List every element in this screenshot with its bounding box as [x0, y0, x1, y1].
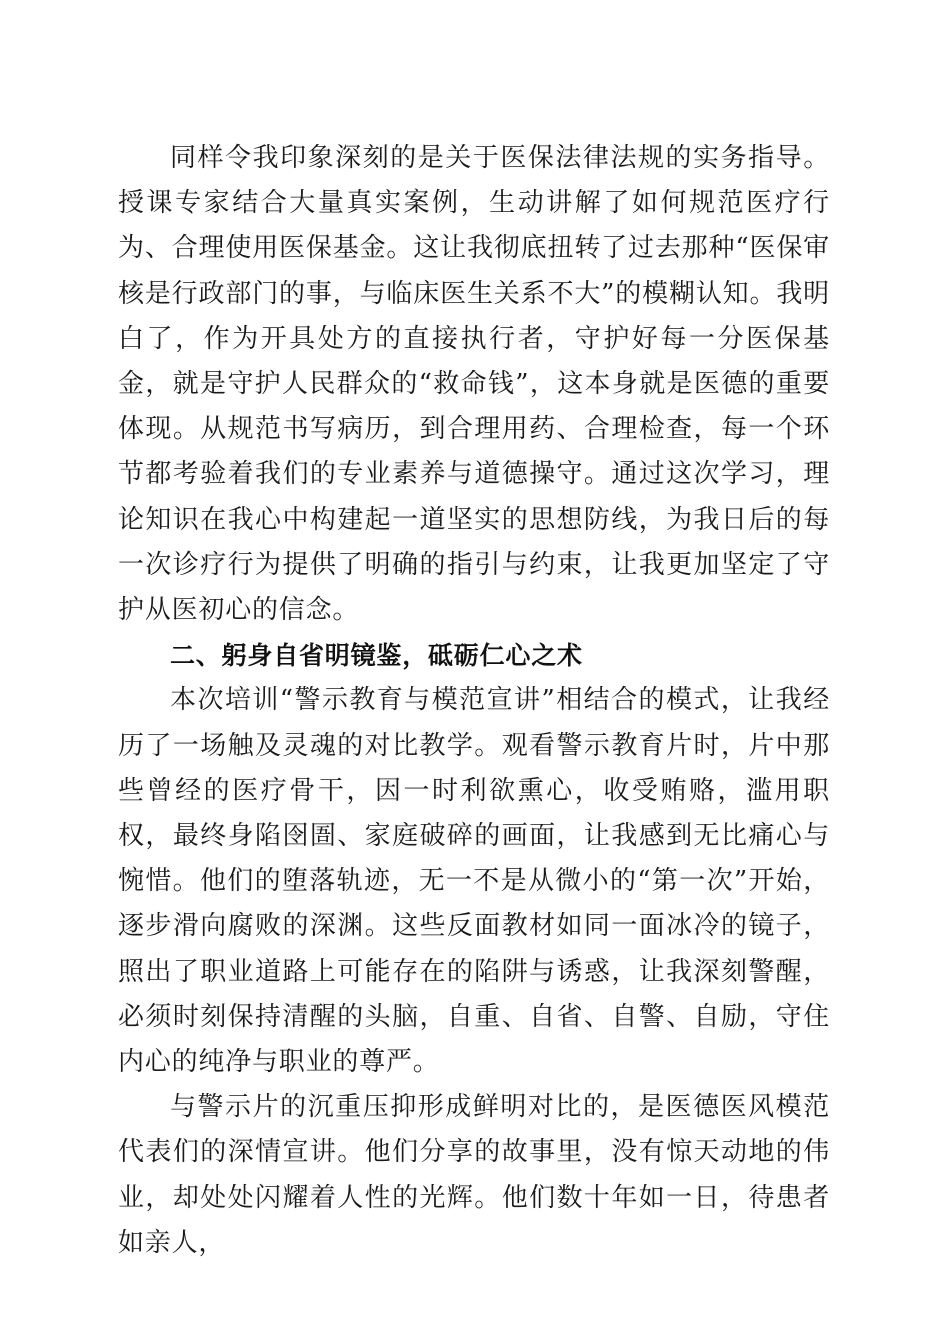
paragraph-model-representatives: 与警示片的沉重压抑形成鲜明对比的，是医德医风模范代表们的深情宣讲。他们分享的故事里，没有惊天动地的伟业，却处处闪耀着人性的光辉。他们数十年如一日，待患者如亲人， [118, 1092, 830, 1258]
paragraph-warning-education: 本次培训“警示教育与模范宣讲”相结合的模式，让我经历了一场触及灵魂的对比教学。观看警示教育片时，片中那些曾经的医疗骨干，因一时利欲熏心，收受贿赂，滥用职权，最终身陷囹圄、家庭破碎的画面，让我感到无比痛心与惋惜。他们的堕落轨迹，无一不是从微小的“第一次”开始，逐步滑向腐败的深渊。这些反面教材如同一面冰冷的镜子，照出了职业道路上可能存在的陷阱与诱惑，让我深刻警醒，必须时刻保持清醒的头脑，自重、自省、自警、自励，守住内心的纯净与职业的尊严。 [118, 685, 830, 1078]
section-heading: 二、躬身自省明镜鉴，砥砺仁心之术 [170, 641, 583, 671]
paragraph-medical-insurance-guidance: 同样令我印象深刻的是关于医保法律法规的实务指导。授课专家结合大量真实案例，生动讲解了如何规范医疗行为、合理使用医保基金。这让我彻底扭转了过去那种“医保审核是行政部门的事，与临床医生关系不大”的模糊认知。我明白了，作为开具处方的直接执行者，守护好每一分医保基金，就是守护人民群众的“救命钱”，这本身就是医德的重要体现。从规范书写病历，到合理用药、合理检查，每一个环节都考验着我们的专业素养与道德操守。通过这次学习，理论知识在我心中构建起一道坚实的思想防线，为我日后的每一次诊疗行为提供了明确的指引与约束，让我更加坚定了守护从医初心的信念。 [118, 143, 830, 626]
document-body [118, 136, 830, 1266]
